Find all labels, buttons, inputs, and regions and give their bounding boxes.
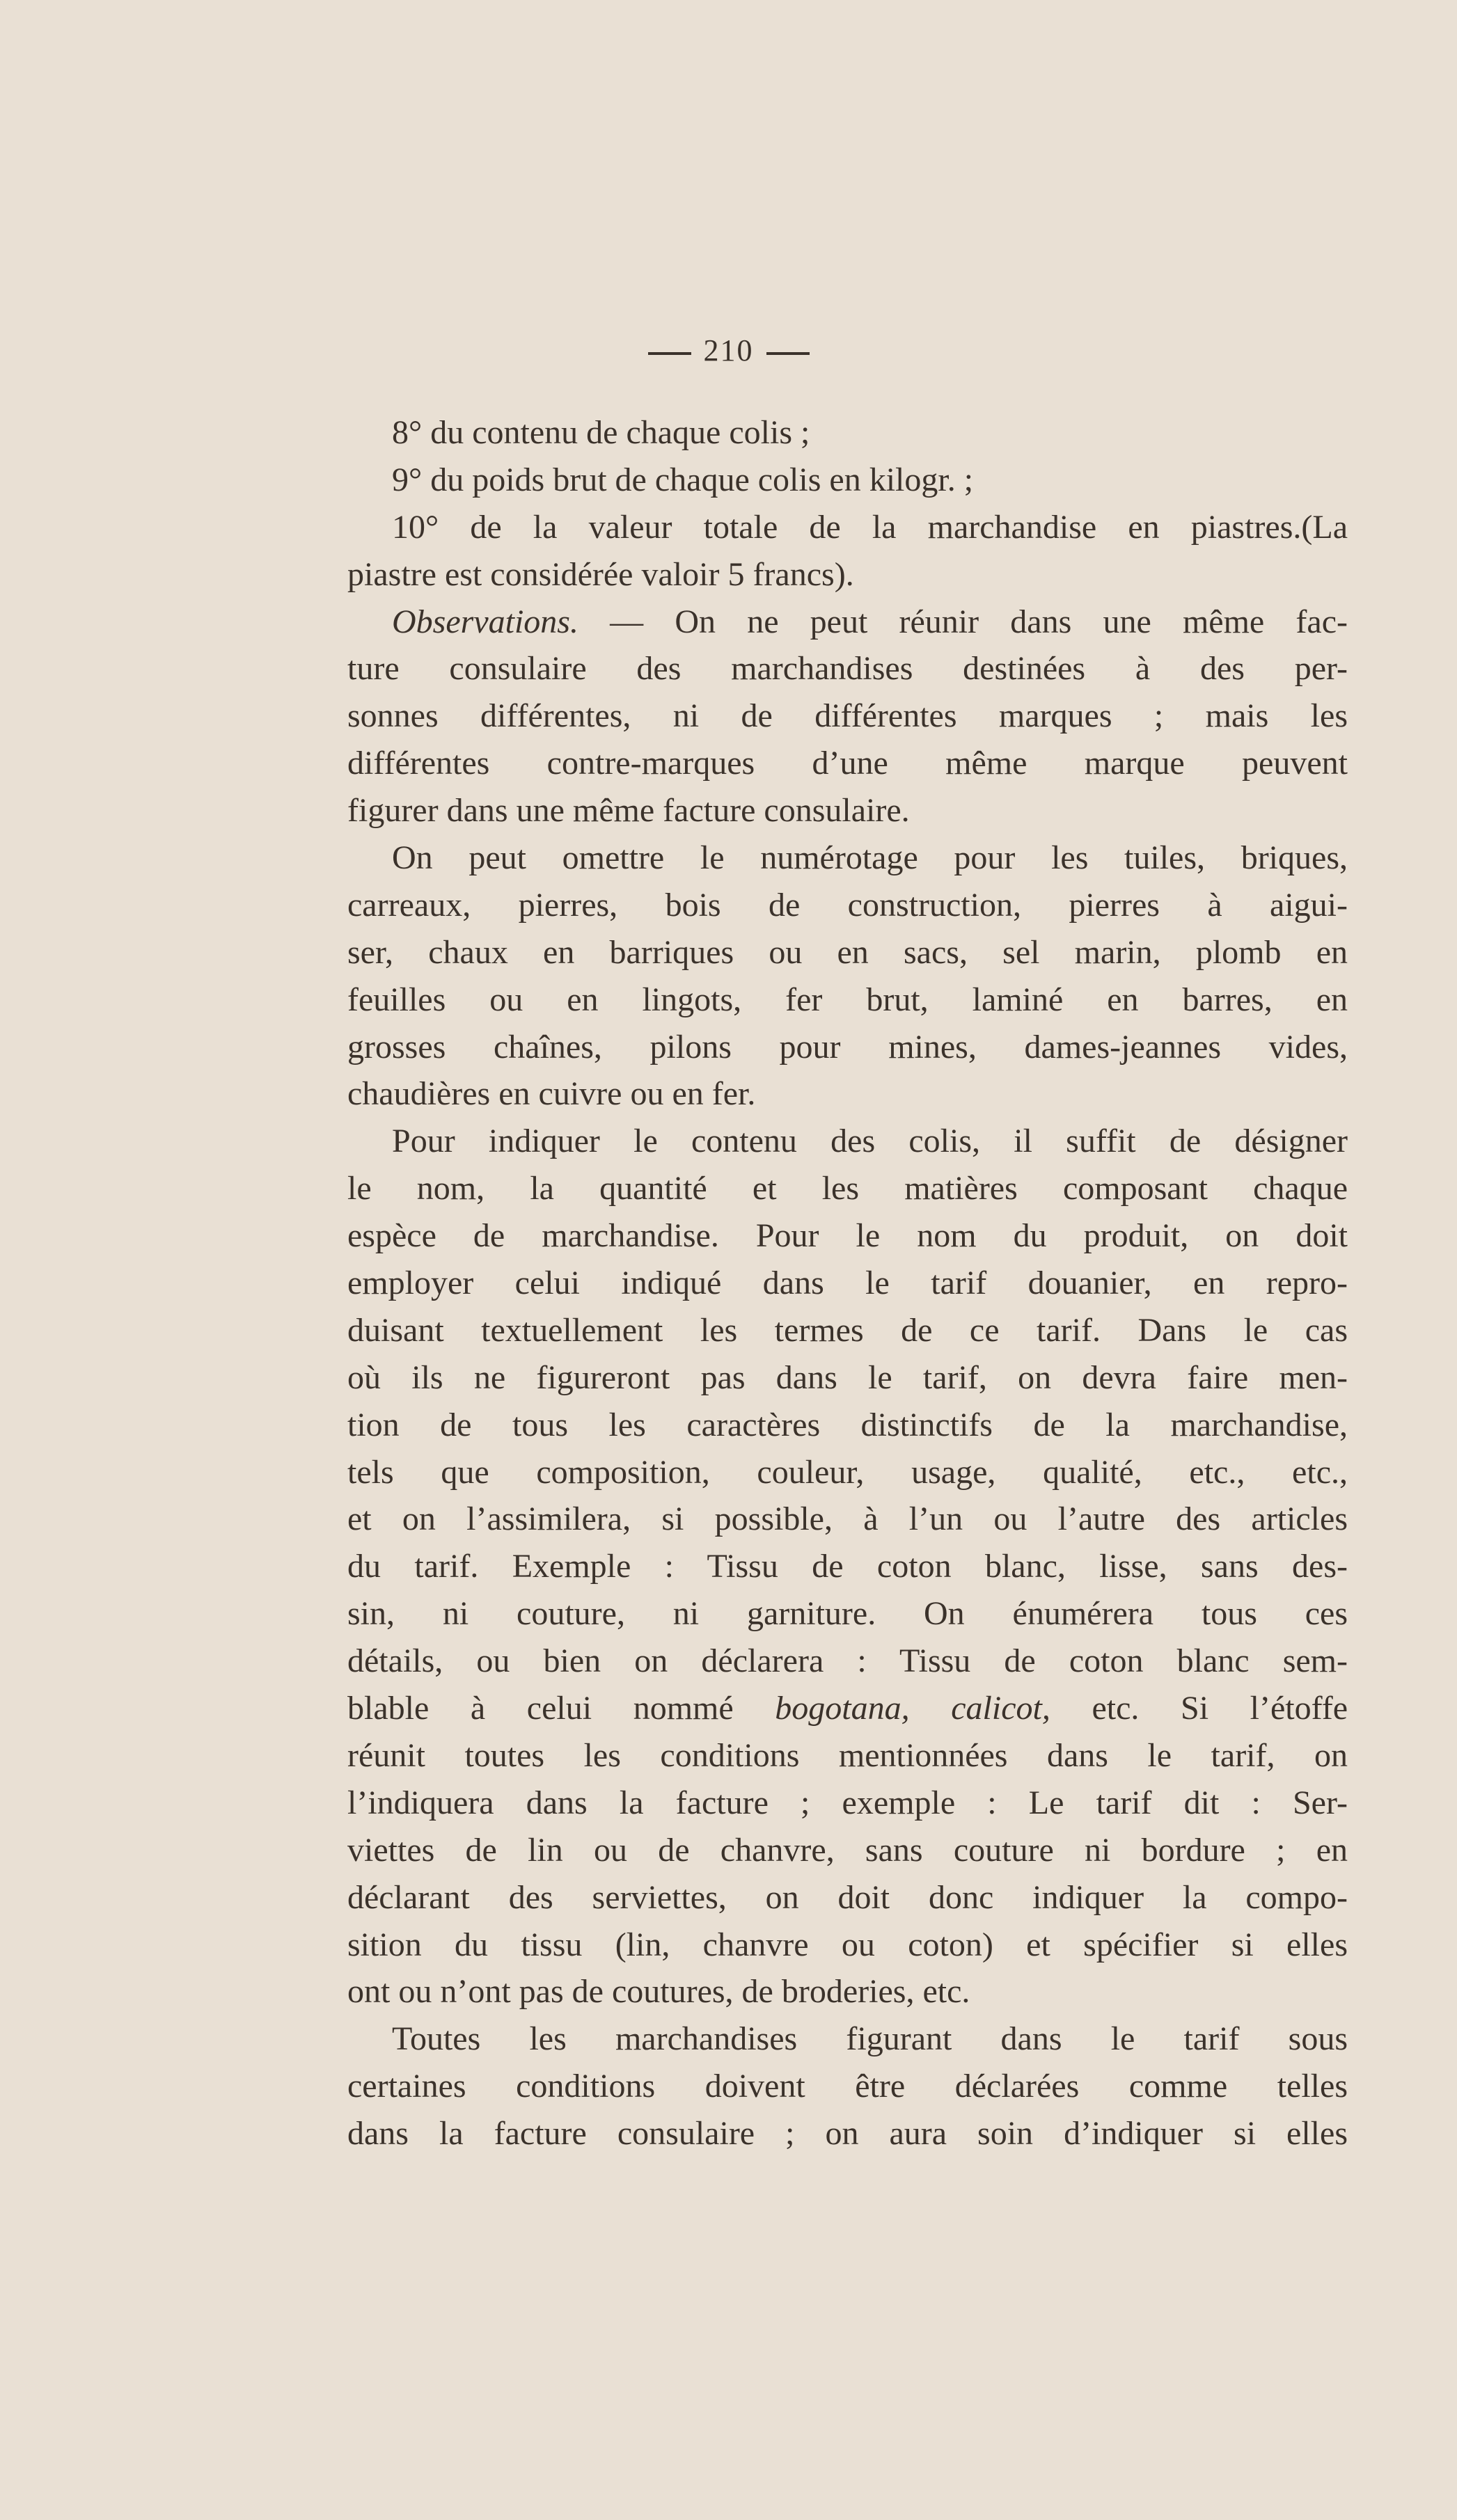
line-text: le nom, la quantité et les matières composant chaque [347, 1170, 1348, 1207]
line-text: grosses chaînes, pilons pour mines, dames-jeannes vides, [347, 1028, 1348, 1065]
text-line [347, 1685, 1348, 1732]
text-line [347, 1921, 1348, 1969]
text-line [347, 1165, 1348, 1212]
text-line [347, 929, 1348, 976]
text-line [347, 409, 1348, 457]
line-text: feuilles ou en lingots, fer brut, laminé en barres, en [347, 981, 1348, 1018]
line-text: viettes de lin ou de chanvre, sans couture ni bordure ; en [347, 1831, 1348, 1869]
text-line [347, 1780, 1348, 1827]
line-text: duisant textuellement les termes de ce tarif. Dans le cas [347, 1311, 1348, 1349]
line-text: 8° du contenu de chaque colis ; [392, 414, 810, 451]
text-line [347, 1449, 1348, 1496]
text-line [347, 1307, 1348, 1354]
line-text: détails, ou bien on déclarera : Tissu de coton blanc sem- [347, 1642, 1348, 1680]
line-text: où ils ne figureront pas dans le tarif, on devra faire men- [347, 1358, 1348, 1396]
line-text: 10° de la valeur totale de la marchandise en piastres.(La [392, 508, 1348, 546]
text-line [347, 551, 1348, 599]
line-text: ont ou n’ont pas de coutures, de broderies, etc. [347, 1973, 970, 2011]
line-text: chaudières en cuivre ou en fer. [347, 1075, 756, 1113]
line-text: sition du tissu (lin, chanvre ou coton) et spécifier si elles [347, 1926, 1348, 1963]
text-line [347, 1024, 1348, 1071]
text-line [347, 1543, 1348, 1590]
text-line [347, 976, 1348, 1024]
line-text: sin, ni couture, ni garniture. On énumérera tous ces [347, 1595, 1348, 1633]
text-line [347, 2015, 1348, 2063]
italic-text: bogotana, calicot, [775, 1690, 1050, 1727]
italic-text: Observations. [392, 603, 578, 640]
text-line [347, 1732, 1348, 1780]
text-line [347, 504, 1348, 551]
text-line [347, 1402, 1348, 1449]
text-line [347, 1968, 1348, 2015]
text-line [347, 834, 1348, 882]
text-line [347, 740, 1348, 787]
line-text: figurer dans une même facture consulaire. [347, 792, 910, 830]
line-text: tion de tous les caractères distinctifs de la marchandise, [347, 1406, 1348, 1443]
text-line [347, 2110, 1348, 2157]
line-text: différentes contre-marques d’une même marque peuvent [347, 745, 1348, 782]
text-line [347, 645, 1348, 692]
line-text: employer celui indiqué dans le tarif douanier, en repro- [347, 1265, 1348, 1302]
line-text: l’indiquera dans la facture ; exemple : Le tarif dit : Ser- [347, 1784, 1348, 1821]
line-text: ture consulaire des marchandises destinées à des per- [347, 650, 1348, 688]
text-line [347, 1260, 1348, 1307]
line-text: carreaux, pierres, bois de construction, pierres à aigui- [347, 886, 1348, 924]
line-text: certaines conditions doivent être déclarées comme telles [347, 2068, 1348, 2105]
text-line [347, 787, 1348, 834]
dash-right [766, 352, 810, 355]
text-line [347, 1118, 1348, 1165]
text-line [347, 1212, 1348, 1260]
line-text: On peut omettre le numérotage pour les tuiles, briques, [392, 839, 1348, 877]
line-text: — On ne peut réunir dans une même fac- [578, 603, 1348, 640]
line-text: blable à celui nommé [347, 1690, 775, 1727]
line-text: et on l’assimilera, si possible, à l’un ou l’autre des articles [347, 1500, 1348, 1538]
text-line [347, 2063, 1348, 2110]
line-text: 9° du poids brut de chaque colis en kilogr. ; [392, 461, 974, 498]
line-text: espèce de marchandise. Pour le nom du produit, on doit [347, 1217, 1348, 1255]
text-line [347, 1827, 1348, 1874]
text-line [347, 692, 1348, 740]
line-text: Pour indiquer le contenu des colis, il suffit de désigner [392, 1123, 1348, 1160]
line-text: piastre est considérée valoir 5 francs). [347, 555, 854, 593]
line-text: tels que composition, couleur, usage, qualité, etc., etc., [347, 1453, 1348, 1491]
dash-left [648, 352, 691, 355]
text-line [347, 882, 1348, 929]
body-text [347, 409, 1348, 2157]
line-text: ser, chaux en barriques ou en sacs, sel marin, plomb en [347, 933, 1348, 971]
line-text: etc. Si l’étoffe [1050, 1690, 1348, 1727]
line-text: sonnes différentes, ni de différentes marques ; mais les [347, 697, 1348, 735]
text-line [347, 1496, 1348, 1543]
line-text: dans la facture consulaire ; on aura soin d’indiquer si elles [347, 2115, 1348, 2153]
line-text: du tarif. Exemple : Tissu de coton blanc, lisse, sans des- [347, 1548, 1348, 1585]
line-text: réunit toutes les conditions mentionnées dans le tarif, on [347, 1736, 1348, 1774]
page-number [0, 333, 1457, 368]
line-text: déclarant des serviettes, on doit donc indiquer la compo- [347, 1878, 1348, 1916]
text-line [347, 1590, 1348, 1638]
page-number-text: 210 [703, 333, 754, 367]
text-line [347, 1070, 1348, 1118]
text-line [347, 1874, 1348, 1921]
text-line [347, 599, 1348, 646]
text-line [347, 1638, 1348, 1685]
text-line [347, 457, 1348, 504]
line-text: Toutes les marchandises figurant dans le tarif sous [392, 2020, 1348, 2058]
text-line [347, 1354, 1348, 1402]
